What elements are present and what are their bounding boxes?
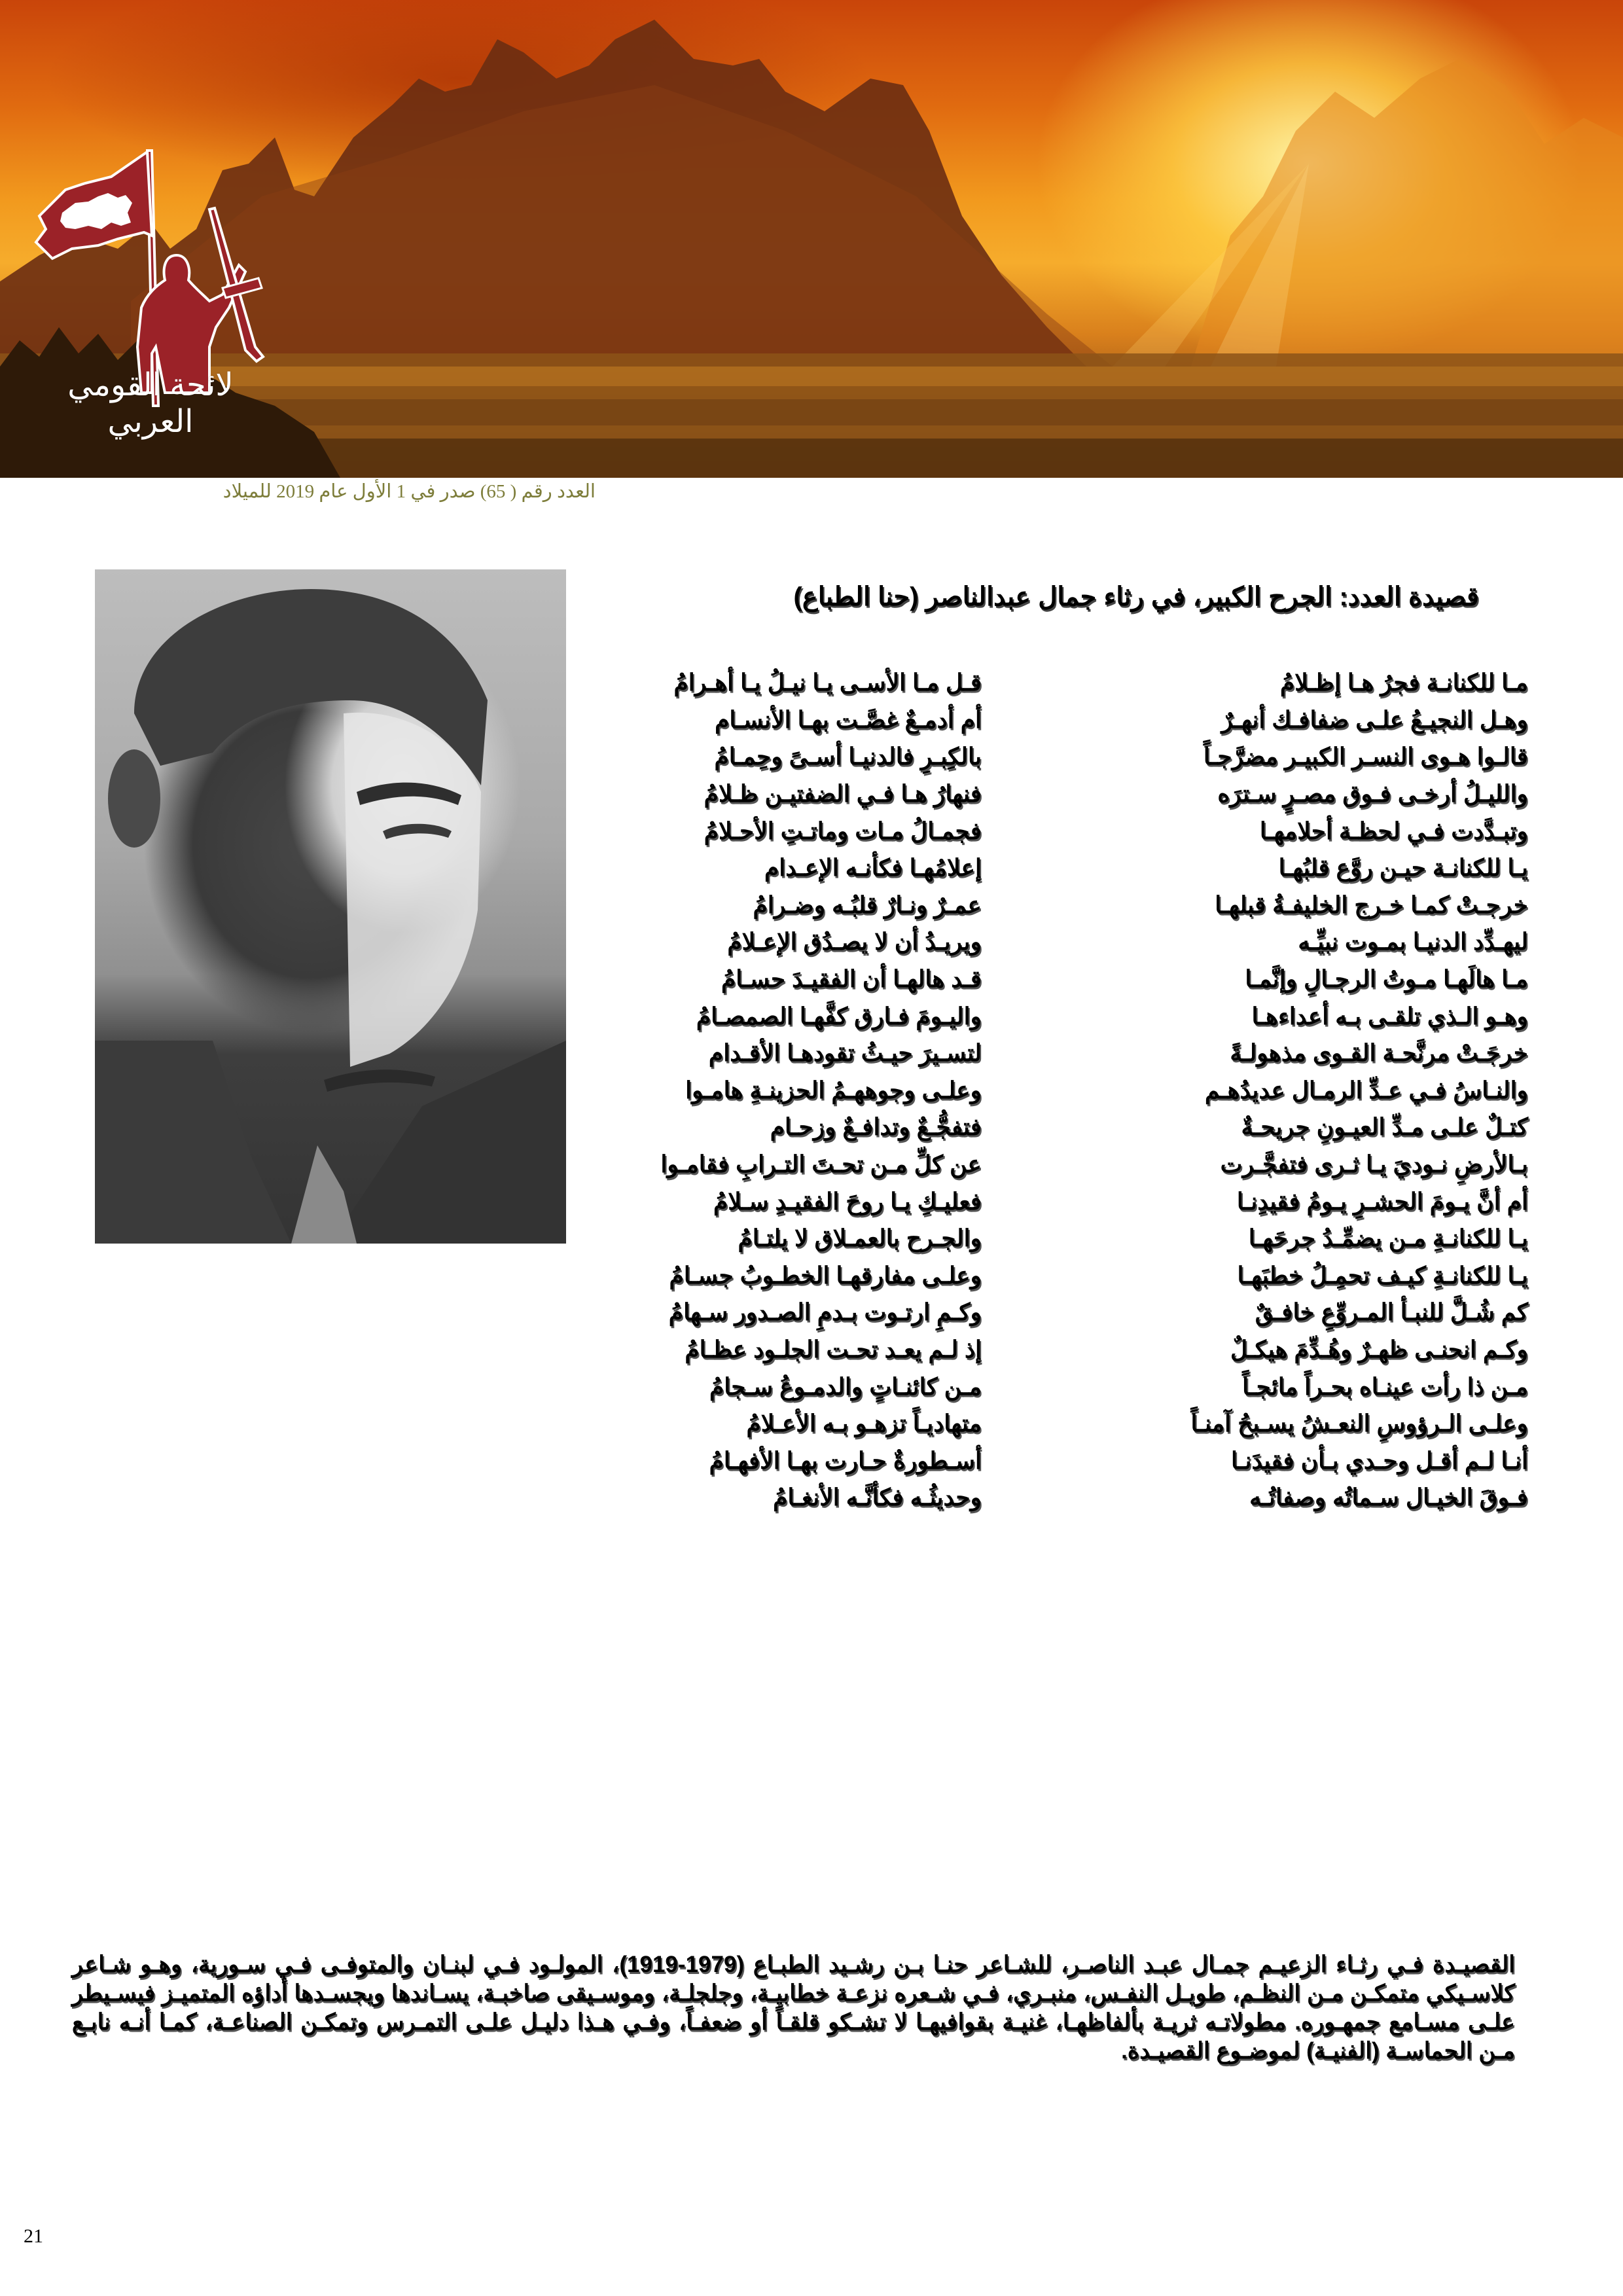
header-banner — [0, 0, 1623, 478]
verse-row — [563, 1442, 1528, 1479]
verse-second-hemistich: وعلـى وجوههـمُ الحزينـةِ هامـوا — [685, 1076, 982, 1103]
verse-row — [563, 664, 1528, 702]
verse-second-hemistich: واليـومَ فـارق كفَّهـا الصمصـامُ — [696, 1002, 982, 1030]
verse-first-hemistich: كتـلٌ علـى مـدِّ العيـونِ جريحـةٌ — [1241, 1113, 1528, 1141]
verse-second-hemistich: قـل مـا الأسـى يـا نيـلُ يـا أهـرامُ — [673, 669, 982, 696]
portrait-figure — [95, 569, 566, 1244]
verse-second-hemistich: قـد هالهـا أن الفقيـدَ حسـامُ — [721, 965, 982, 993]
verse-second-hemistich: وكـمِ ارتـوت بـدمِ الصـدور سـهامُ — [668, 1299, 982, 1326]
logo-text: لائحة القومي العربي — [67, 368, 234, 439]
poem-title: قصيدة العدد: الجرح الكبير، في رثاء جمال عبدالناصر (حنا الطباع) — [793, 583, 1479, 611]
verse-row — [563, 961, 1528, 998]
verse-first-hemistich: أم أنَّ يـومَ الحشـرِ يـومُ فقيدِنـا — [1236, 1187, 1528, 1215]
verse-row — [563, 1035, 1528, 1072]
verse-row — [563, 1183, 1528, 1220]
verse-second-hemistich: لتسـيرَ حيـثُ تقودهـا الأقـدام — [708, 1039, 982, 1067]
verse-first-hemistich: خرجَـتْ مرنَّحـة القـوى مذهولـةً — [1230, 1039, 1528, 1067]
verse-first-hemistich: وكـم انحنـى ظهـرٌ وهُـدِّمَ هيكـلٌ — [1230, 1335, 1528, 1363]
verse-second-hemistich: فنهارُ هـا فـي الضفتيـن ظـلامُ — [704, 780, 982, 808]
verse-second-hemistich: بالكِبـرِ فالدنيـا أسـىً وحِمـامُ — [714, 743, 982, 770]
verse-row — [563, 702, 1528, 739]
verse-second-hemistich: فجمـالُ مـات وماتـتِ الأحـلامُ — [704, 817, 982, 844]
verse-row — [563, 1220, 1528, 1257]
verse-row — [563, 997, 1528, 1035]
verse-second-hemistich: وحديثُـه فكأنَّـه الأنغـامُ — [773, 1484, 982, 1511]
poem-verses — [563, 664, 1528, 1516]
verse-row — [563, 776, 1528, 813]
verse-row — [563, 1072, 1528, 1109]
verse-second-hemistich: متهاديـاً تزهـو بـه الأعـلامُ — [746, 1410, 982, 1437]
verse-second-hemistich: وعلـى مفارقهـا الخطـوبُ جسـامُ — [669, 1261, 982, 1289]
verse-second-hemistich: إعلامُهـا فكأنـه الإعـدام — [764, 854, 982, 882]
verse-second-hemistich: فعليـكِ يـا روحَ الفقيـدِ سـلامُ — [713, 1187, 982, 1215]
verse-first-hemistich: مـا هالَهـا مـوتُ الرجـالِ وإنَّمـا — [1245, 965, 1528, 993]
verse-row — [563, 887, 1528, 924]
verse-first-hemistich: قالـوا هـوى النسـر الكبيـر مضرَّجـاً — [1203, 743, 1528, 770]
verse-first-hemistich: بـالأرضِ نـوديَ يـا ثـرى فتفجَّـرت — [1220, 1151, 1528, 1178]
verse-first-hemistich: أنـا لـم أقـل وحـدي بـأن فقيدَنـا — [1231, 1446, 1528, 1474]
issue-info: العدد رقم ( 65) صدر في 1 الأول عام 2019 للميلاد — [223, 481, 596, 502]
verse-first-hemistich: يـا للكنانـة حيـن روَّع قلبُهـا — [1278, 854, 1528, 882]
verse-second-hemistich: عن كلِّ مـن تحـتَ التـرابِ فقامـوا — [660, 1151, 982, 1178]
verse-second-hemistich: أم أدمـعٌ غصَّـت بهـا الأنسـام — [715, 706, 982, 733]
verse-second-hemistich: عمـرٌ ونـارٌ قلبُـه وضـرامُ — [753, 891, 982, 918]
verse-second-hemistich: مـن كائنـاتٍ والدمـوعُ سـجامُ — [709, 1372, 982, 1400]
poet-bio-paragraph: القصيـدة فـي رثـاء الزعيـم جمـال عبـد الناصـر، للشـاعر حنـا بـن رشـيد الطبـاع (1979-1919)، المولـود فـي لبنـان والمتوفـى فـي سـورية، وهـو شـاعر كلاسـيكي متمكـن مـن النظـم، طويـل النفـس، منبـري، فـي شـعره نزعـة خطابيـة، وجلجلـة، وموسـيقى صاخبـة، يسـاندها ويجسـدها أداؤه المتميـز فيسـيطر علـى مسـامع جمهـوره. مطولاتـه ثريـة بألفاظهـا، غنيـة بقوافيهـا لا تشـكو قلقـاً أو ضعفـاً، وفـي هـذا دليـل علـى التمـرس وتمكـن الصناعـة، كمـا أنـه نابـع مـن الحماسـة (الفنيـة) لموضـوع القصيـدة. — [72, 1952, 1515, 2064]
verse-second-hemistich: والجـرح بالعمـلاق لا يلتـامُ — [738, 1225, 982, 1252]
verse-row — [563, 924, 1528, 961]
verse-first-hemistich: وعلـى الـرؤوسِ النعـشُ يسـبحُ آمنـاً — [1190, 1410, 1528, 1437]
verse-first-hemistich: والنـاسُ فـي عـدِّ الرمـال عديدُهـم — [1205, 1076, 1528, 1103]
verse-row — [563, 1257, 1528, 1295]
verse-first-hemistich: والليـلُ أرخـى فـوق مصـرٍ سـترَه — [1217, 780, 1528, 808]
verse-second-hemistich: أسـطورةٌ حـارت بهـا الأفهـامُ — [709, 1446, 982, 1474]
verse-row — [563, 1331, 1528, 1369]
verse-row — [563, 1294, 1528, 1331]
page-number: 21 — [24, 2225, 43, 2247]
verse-first-hemistich: خرجـتْ كمـا خـرج الخليفـةُ قبلهـا — [1215, 891, 1528, 918]
verse-second-hemistich: إذ لـم يعـد تحـت الجلـود عظـامُ — [685, 1335, 982, 1363]
verse-row — [563, 738, 1528, 776]
verse-first-hemistich: كم شُـلَّ للنبـأ المـروِّعِ خافـقٌ — [1255, 1299, 1528, 1326]
verse-second-hemistich: ويريـدُ أن لا يصـدُق الإعـلامُ — [727, 928, 982, 956]
verse-second-hemistich: فتفجُّـعٌ وتدافـعٌ وزحـام — [770, 1113, 982, 1141]
verse-first-hemistich: وتبـدَّدت فـي لحظـة أحلامهـا — [1259, 817, 1528, 844]
verse-row — [563, 850, 1528, 887]
verse-first-hemistich: فـوقَ الخيـال سـماتُه وصفاتُـه — [1249, 1484, 1528, 1511]
poet-portrait-photo — [95, 569, 566, 1244]
verse-row — [563, 812, 1528, 850]
verse-first-hemistich: يـا للكنانـةِ كيـف تحمِـلُ خطبَهـا — [1237, 1261, 1528, 1289]
verse-row — [563, 1146, 1528, 1183]
verse-row — [563, 1368, 1528, 1405]
verse-first-hemistich: وهـل النجيـعُ علـى ضفافـك أنهـرٌ — [1221, 706, 1528, 733]
verse-row — [563, 1405, 1528, 1443]
verse-first-hemistich: مـن ذا رأت عينـاه بحـراً مائجـاً — [1242, 1372, 1528, 1400]
verse-first-hemistich: وهـو الـذي تلقـى بـه أعداءهـا — [1251, 1002, 1528, 1030]
verse-first-hemistich: ليهـدِّد الدنيـا بمـوت نبيِّـه — [1298, 928, 1528, 956]
verse-first-hemistich: يـا للكنانـةِ مـن يضمِّـدُ جرحَهـا — [1248, 1225, 1528, 1252]
verse-first-hemistich: مـا للكنانـة فجرُ هـا إظـلامُ — [1279, 669, 1528, 696]
verse-row — [563, 1479, 1528, 1516]
verse-row — [563, 1109, 1528, 1146]
